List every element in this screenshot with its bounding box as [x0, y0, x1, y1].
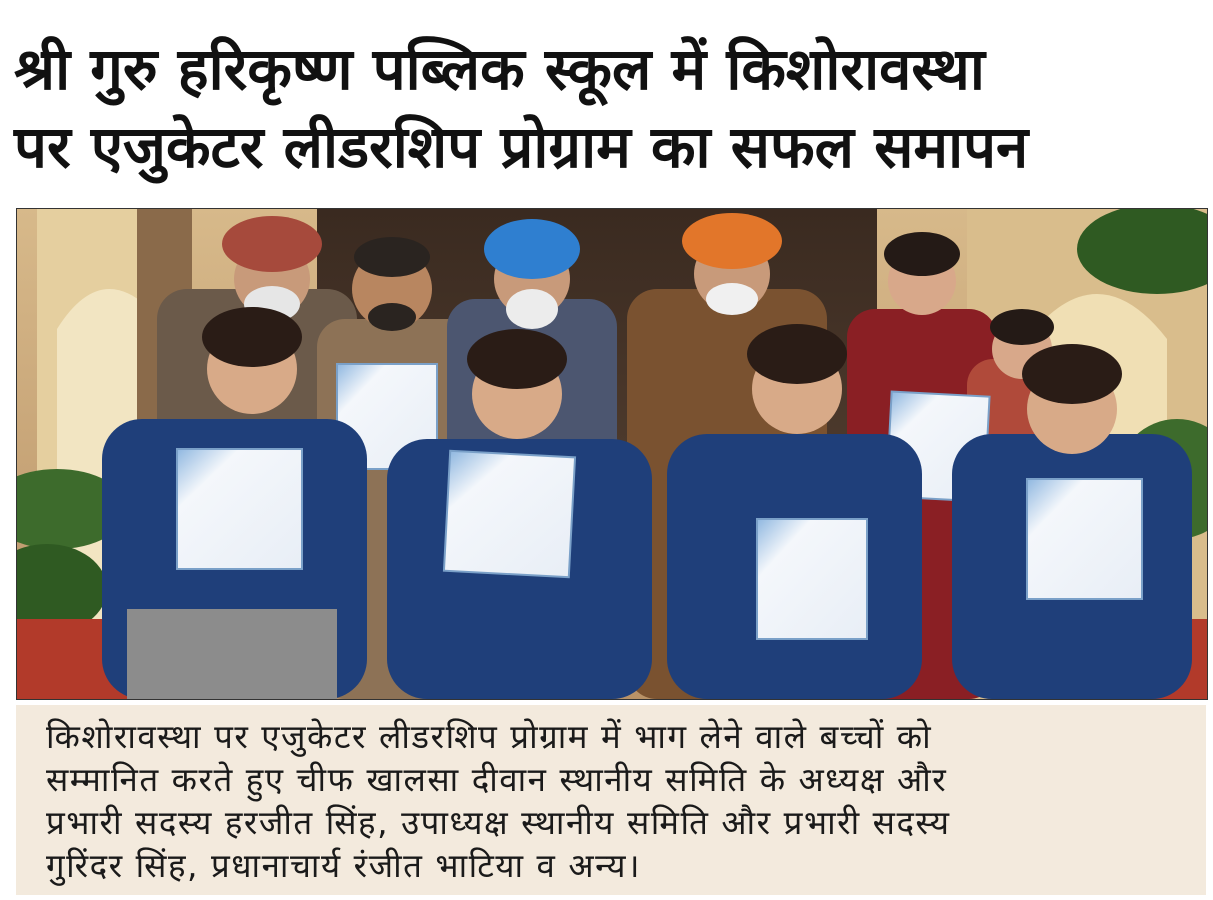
caption-box — [16, 705, 1206, 895]
photo-illustration — [17, 209, 1207, 699]
caption-line-1: किशोरावस्था पर एजुकेटर लीडरशिप प्रोग्राम में भाग लेने वाले बच्चों को — [46, 717, 933, 756]
certificate — [757, 519, 867, 639]
certificate — [444, 451, 575, 577]
headline — [14, 30, 1204, 186]
headline-line-1: श्री गुरु हरिकृष्ण पब्लिक स्कूल में किशोरावस्था — [14, 35, 985, 103]
headline-line-2: पर एजुकेटर लीडरशिप प्रोग्राम का सफल समापन — [14, 113, 1029, 181]
caption-line-3: प्रभारी सदस्य हरजीत सिंह, उपाध्यक्ष स्थानीय समिति और प्रभारी सदस्य — [46, 803, 951, 842]
caption-line-2: सम्मानित करते हुए चीफ खालसा दीवान स्थानीय समिति के अध्यक्ष और — [46, 760, 948, 799]
caption-line-4: गुरिंदर सिंह, प्रधानाचार्य रंजीत भाटिया व अन्य। — [46, 846, 641, 885]
photo-caption — [46, 715, 1186, 887]
news-photo — [16, 208, 1208, 700]
certificate — [1027, 479, 1142, 599]
certificate — [177, 449, 302, 569]
